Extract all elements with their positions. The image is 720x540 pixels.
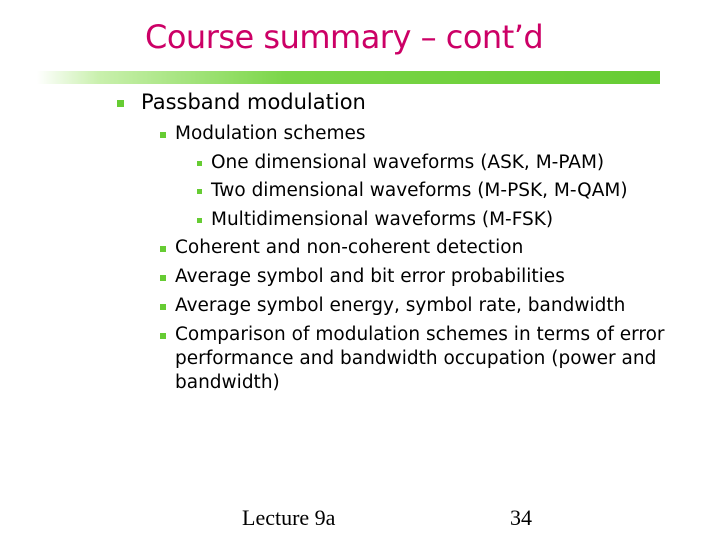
list-item: Modulation schemes	[175, 123, 366, 144]
bullet-icon	[160, 304, 166, 310]
list-item: Comparison of modulation schemes in terms of error	[175, 324, 665, 345]
bullet-icon	[160, 333, 166, 339]
title-divider	[37, 71, 660, 84]
bullet-icon	[160, 132, 166, 138]
sub-list-item: One dimensional waveforms (ASK, M-PAM)	[211, 152, 605, 173]
footer-lecture: Lecture 9a	[242, 505, 336, 530]
bullet-icon	[197, 189, 202, 194]
bullet-icon	[160, 246, 166, 252]
sub-list-item: Two dimensional waveforms (M-PSK, M-QAM)	[211, 180, 628, 201]
level1-heading: Passband modulation	[141, 90, 366, 114]
list-item: Average symbol and bit error probabilities	[175, 266, 565, 287]
bullet-icon	[197, 161, 202, 166]
bullet-icon	[160, 275, 166, 281]
list-item: Average symbol energy, symbol rate, bandwidth	[175, 295, 626, 316]
list-item-continuation: performance and bandwidth occupation (power and	[175, 348, 657, 369]
bullet-icon	[197, 218, 202, 223]
list-item-continuation: bandwidth)	[175, 372, 280, 393]
page-number: 34	[510, 505, 532, 530]
bullet-icon	[117, 100, 124, 107]
sub-list-item: Multidimensional waveforms (M-FSK)	[211, 209, 554, 230]
list-item: Coherent and non-coherent detection	[175, 237, 524, 258]
slide-title: Course summary – cont’d	[145, 18, 544, 56]
